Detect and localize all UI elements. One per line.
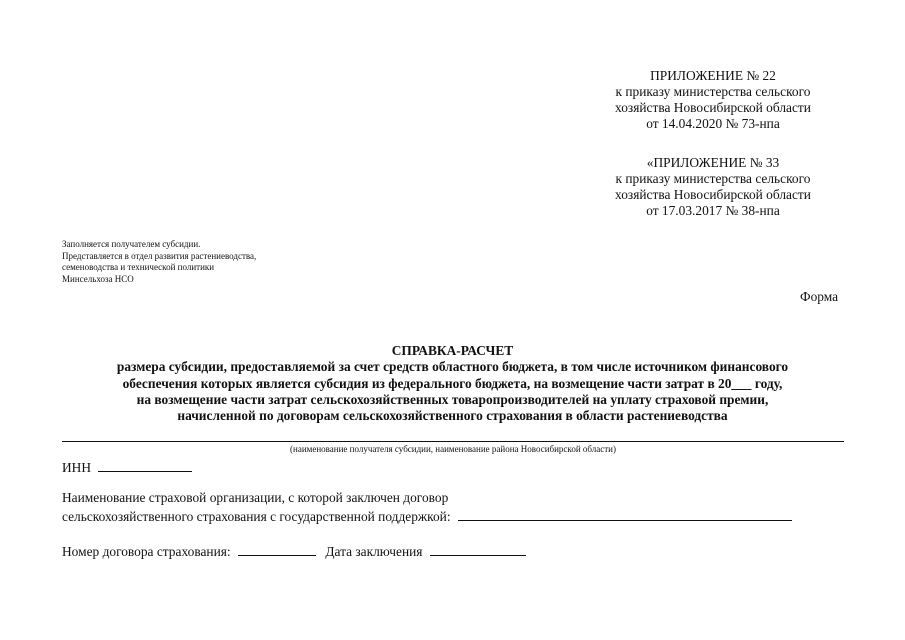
submission-note [62, 239, 256, 285]
appendix-22-title: ПРИЛОЖЕНИЕ № 22 [650, 68, 776, 83]
recipient-caption: (наименование получателя субсидии, наименование района Новосибирской области) [290, 444, 616, 454]
title-heading: СПРАВКА-РАСЧЕТ [391, 343, 514, 358]
insurer-field[interactable] [458, 508, 792, 521]
note-line: Минсельхоза НСО [62, 273, 134, 284]
appendix-22-date: от 14.04.2020 № 73-нпа [646, 116, 780, 131]
appendix-22-line: хозяйства Новосибирской области [615, 100, 811, 115]
title-line: обеспечения которых является субсидия из федерального бюджета, на возмещение части затрат в 20___ году, [122, 375, 783, 391]
contract-row [62, 543, 526, 560]
insurer-row [62, 508, 792, 525]
note-line: Представляется в отдел развития растениеводства, [62, 250, 257, 261]
insurer-line-1: Наименование страховой организации, с которой заключен договор [62, 490, 449, 505]
contract-number-field[interactable] [238, 543, 316, 556]
appendix-33-block [588, 155, 838, 219]
title-line: на возмещение части затрат сельскохозяйственных товаропроизводителей на уплату страховой премии, [136, 391, 769, 407]
appendix-33-line: к приказу министерства сельского [615, 171, 811, 186]
appendix-22-block [588, 68, 838, 132]
note-line: семеноводства и технической политики [62, 262, 215, 272]
inn-field[interactable] [98, 459, 192, 472]
recipient-name-line[interactable] [62, 441, 844, 442]
title-line: размера субсидии, предоставляемой за счет средств областного бюджета, в том числе источником финансового [116, 359, 789, 375]
contract-date-label: Дата заключения [325, 544, 423, 559]
inn-label: ИНН [62, 460, 92, 475]
appendix-33-date: от 17.03.2017 № 38-нпа [646, 203, 780, 218]
document-title [40, 343, 865, 424]
appendix-33-line: хозяйства Новосибирской области [615, 187, 811, 202]
appendix-22-line: к приказу министерства сельского [615, 84, 811, 99]
contract-number-label: Номер договора страхования: [62, 544, 231, 559]
appendix-33-title: «ПРИЛОЖЕНИЕ № 33 [646, 155, 780, 170]
title-line: начисленной по договорам сельскохозяйственного страхования в области растениеводства [177, 408, 728, 424]
insurer-label: сельскохозяйственного страхования с государственной поддержкой: [62, 509, 451, 524]
inn-row [62, 459, 192, 476]
note-line: Заполняется получателем субсидии. [62, 239, 201, 249]
contract-date-field[interactable] [430, 543, 526, 556]
form-label: Форма [800, 289, 839, 304]
